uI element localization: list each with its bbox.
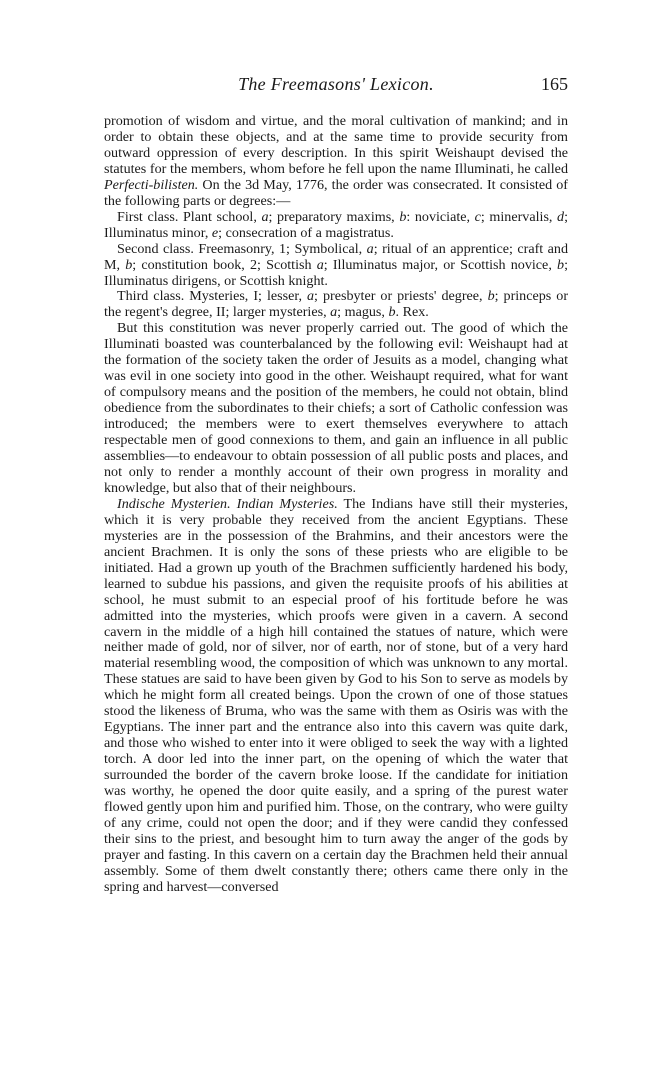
italic-run: a: [307, 288, 315, 305]
paragraph: [104, 210, 568, 242]
paragraph: [104, 242, 568, 290]
body-text: [104, 114, 568, 896]
paragraph: [104, 321, 568, 496]
text-run: The Indians have still their mysteries, which it is very probable they received from the ancient Egyptians. These mysteries are in the possession of the Brahmins, and their ancestors were the ancient Brachmen. It is only the sons of these priests who are eligible to be initiated. Had a grown up youth of the Brachmen sufficiently hardened his body, learned to subdue his passions, and given the requisite proofs of his abilities at school, he must submit to an especial proof of his fortitude before he was admitted into the mysteries, which proofs were given in a cavern. A second cavern in the middle of a high hill contained the statues of nature, which were neither made of gold, nor of silver, nor of earth, nor of stone, but of a very hard material resembling wood, the composition of which was unknown to any mortal. These statues are said to have been given by God to his Son to serve as models by which he might form all created beings. Upon the crown of one of those statues stood the likeness of Bruma, who was the same with them as Osiris was with the Egyptians. The inner part and the entrance also into this cavern was quite dark, and those who wished to enter into it were obliged to seek the way with a lighted torch. A door led into the inner part, on the opening of which the water that surrounded the border of the cavern broke loose. If the candidate for initiation was worthy, he opened the door quite easily, and a spring of the purest water flowed gently upon him and purified him. Those, on the contrary, who were guilty of any crime, could not open the door; and if they were candid they confessed their sins to the priest, and besought him to turn away the anger of the gods by prayer and fasting. In this cavern on a certain day the Brachmen held their annual assembly. Some of them dwelt constantly there; others came there only in the spring and harvest—conversed: [104, 495, 568, 895]
italic-run: d: [557, 208, 565, 225]
paragraph: [104, 114, 568, 210]
italic-run: a: [366, 240, 374, 257]
running-head: [104, 74, 568, 98]
italic-run: b: [487, 288, 495, 305]
text-run: ; constitution book, 2; Scottish: [132, 256, 317, 273]
text-run: But this constitution was never properly carried out. The good of which the Illuminati boasted was counterbalanced by the following evil: Weishaupt had at the formation of the society taken the order of Jesuits as a model, changing what was evil in one society into good in the other. Weishaupt required, what for want of compulsory means and the position of the members, he could not obtain, blind obedience from the subordinates to their chiefs; a sort of Catholic confession was introduced; the members were to exert themselves everywhere to attach respectable men of good connexions to them, and gain an influence in all public assemblies—to endeavour to obtain possession of all public posts and places, and not only to render a monthly account of their own progress in morality and knowledge, but also that of their neighbours.: [104, 320, 568, 496]
text-run: Second class. Freemasonry, 1; Symbolical,: [117, 240, 367, 257]
italic-run: c: [474, 208, 481, 225]
running-title: The Freemasons' Lexicon.: [238, 74, 434, 94]
text-run: promotion of wisdom and virtue, and the moral cultivation of mankind; and in order to obtain these objects, and at the same time to provide security from outward oppression of every description. In this spirit Weishaupt devised the statutes for the members, whom before he fell upon the name Illuminati, he called: [104, 113, 568, 177]
text-run: ; consecration of a magistratus.: [218, 224, 394, 241]
text-run: . Rex.: [395, 304, 429, 321]
italic-run: Indische Mysterien. Indian Mysteries.: [117, 495, 338, 512]
italic-run: a: [261, 208, 269, 225]
italic-run: b: [125, 256, 133, 273]
italic-run: b: [399, 208, 407, 225]
italic-run: Perfecti-bilisten.: [104, 176, 199, 193]
text-run: ; princeps or the regent's degree, II; larger mysteries,: [104, 288, 569, 321]
italic-run: e: [211, 224, 219, 241]
paragraph: [104, 289, 568, 321]
italic-run: a: [330, 304, 338, 321]
italic-run: a: [316, 256, 324, 273]
text-run: ; Illuminatus major, or Scottish novice,: [323, 256, 558, 273]
text-run: On the 3d May, 1776, the order was consecrated. It consisted of the following parts or degrees:—: [104, 176, 568, 209]
text-run: : noviciate,: [406, 208, 475, 225]
text-run: Third class. Mysteries, I; lesser,: [117, 288, 307, 305]
italic-run: b: [557, 256, 565, 273]
text-run: ; presbyter or priests' degree,: [314, 288, 488, 305]
text-run: ; magus,: [337, 304, 389, 321]
text-run: ; Illuminatus dirigens, or Scottish knight.: [104, 256, 568, 289]
text-run: ; preparatory maxims,: [268, 208, 400, 225]
text-run: ; minervalis,: [480, 208, 558, 225]
text-run: First class. Plant school,: [117, 208, 262, 225]
page-number: 165: [541, 74, 568, 94]
italic-run: b: [388, 304, 396, 321]
paragraph: [104, 497, 568, 896]
text-run: ; ritual of an apprentice; craft and M,: [104, 240, 569, 273]
text-run: ; Illuminatus minor,: [104, 208, 569, 241]
